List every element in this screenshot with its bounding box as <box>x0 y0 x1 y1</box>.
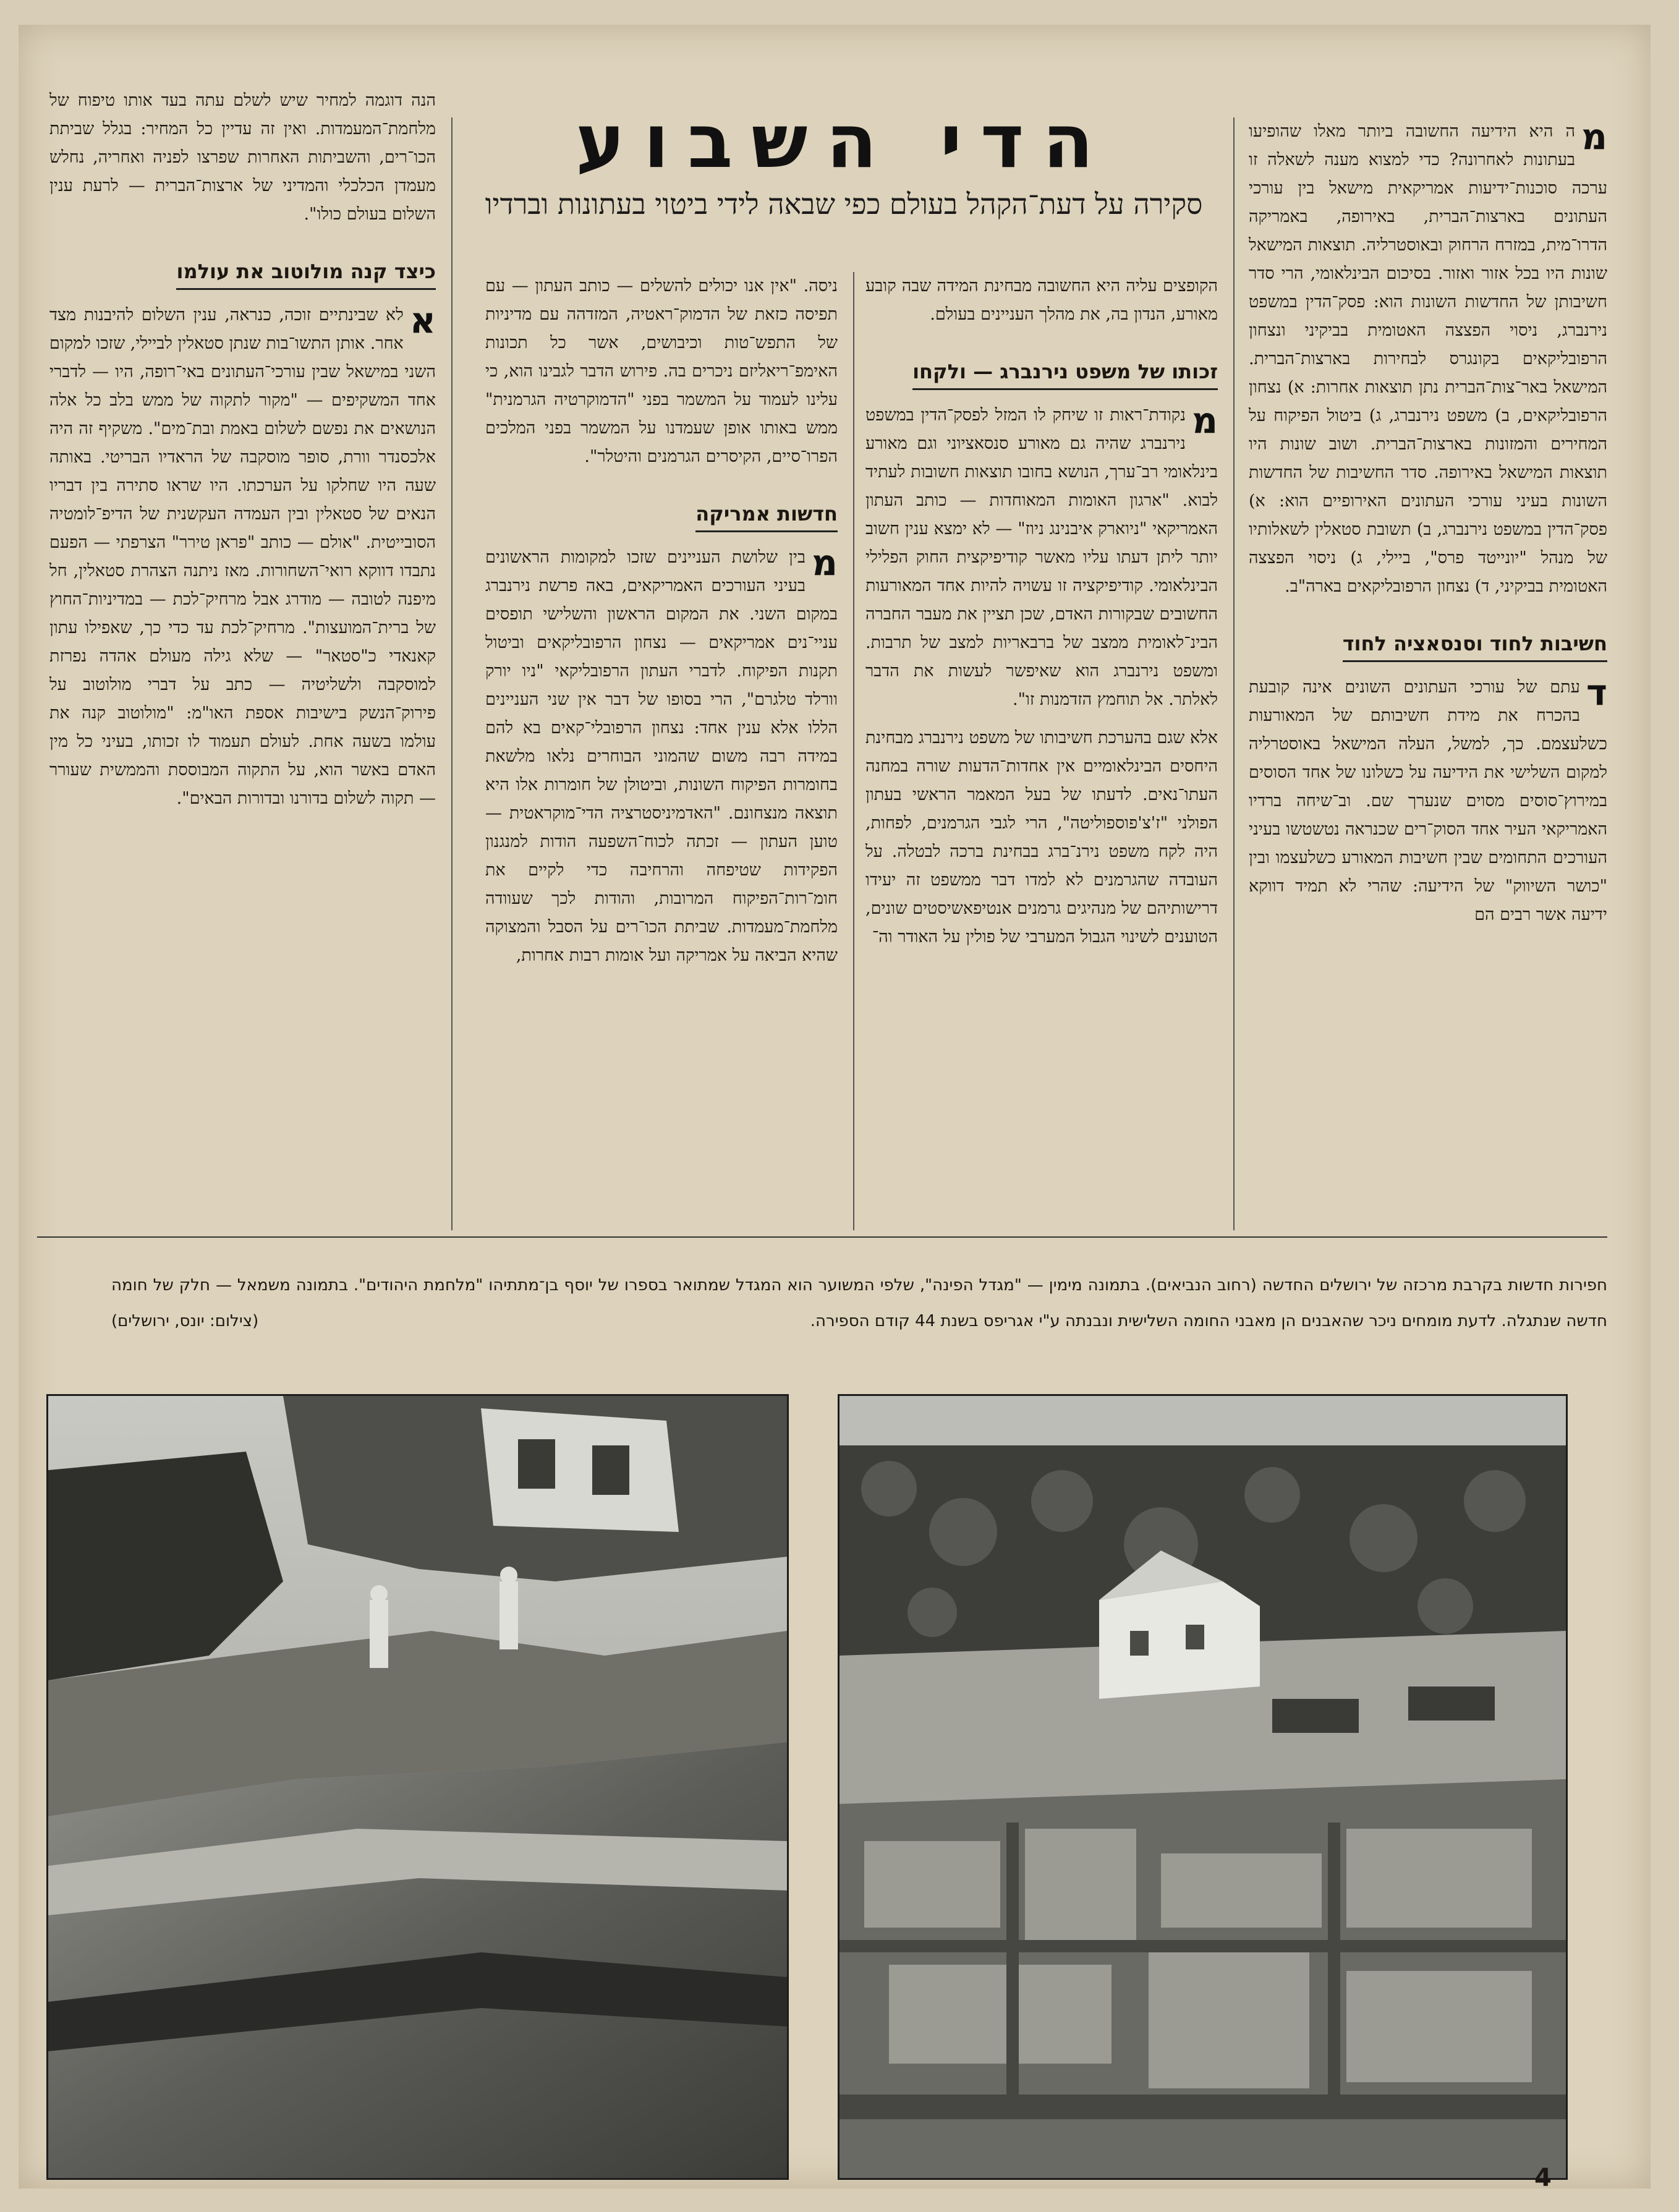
page-number: 4 <box>1534 2164 1552 2192</box>
column-left <box>49 87 436 823</box>
column-divider <box>1233 117 1235 1230</box>
page-subtitle: סקירה על דעת־הקהל בעולם כפי שבאה לידי ביטוי בעתונות וברדיו <box>485 187 1203 221</box>
dropcap: מ <box>1192 399 1218 441</box>
section-heading: זכותו של משפט נירנברג — ולקחו <box>912 357 1218 390</box>
magazine-page <box>19 25 1651 2192</box>
paragraph: לא שבינתיים זוכה, כנראה, ענין השלום להיבנות מצד אחר. אותן התשו־בות שנתן סטאלין לביילי, שזכו למקום השני במישאל שבין עורכי־העתונים באי־רופה, היו — לדברי אחד המשקיפים — "מקור לתקוה של ממש בלב כל אלה הנושאים את נפשם לשלום באמת ובת־מים". משקיף זה היה אלכסנדר וורת, סופר מוסקבה של הראדיו הבריטי. באותה שעה היו שחלקו על הערכתו. היו שראו סתירה בין דבריו הנאים של סטאלין ובין העמדה העקשנית של הדיפ־לומטיה הסובייטית. "אולם — כותב "פראן טירר" הצרפתי — הפעם נתבדו דווקא רואי־השחורות. מאז ניתנה הצהרת סטאלין, חל מיפנה לטובה — מודרג אבל מרחיק־לכת — במדיניות־החוץ של ברית־המועצות". מרחיק־לכת עד כדי כך, שאפילו עתון קאנאדי כ"סטאר" — שלא גילה מעולם אהדה נפרזת למוסקבה ולשליטיה — כתב על דברי מולוטוב על פירוק־הנשק בישיבות אספת האו"מ: "מולוטוב קנה את עולמו בשעה אחת. לעולם תעמוד לו זכותו, בעיני כל מין האדם באשר הוא, על התקוה המבוססת והממשית שעורר — תקוה לשלום בדורנו ובדורות הבאים". <box>49 305 436 808</box>
caption-text: חפירות חדשות בקרבת מרכזה של ירושלים החדשה (רחוב הנביאים). בתמונה מימין — "מגדל הפינה", שלפי המשוער הוא המגדל שמתואר בספרו של יוסף בן־מתתיהו "מלחמת היהודים". בתמונה משמאל — חלק של חומה חדשה שנתגלה. לדעת מומחים ניכר שהאבנים הן מאבני החומה השלישית ונבנתה ע"י אגריפס בשנת 44 קודם הספירה. <box>111 1276 1607 1330</box>
paragraph: ניסה. "אין אנו יכולים להשלים — כותב העתון — עם תפיסה כזאת של הדמוק־ראטיה, המזדהה עם מדיניות של התפש־טות וכיבושים, אשר כל תכונות האימפ־ריאליזם ניכרים בה. פירוש הדבר לגבינו הוא, כי עלינו לעמוד על המשמר בפני "הדמוקרטיה הגרמנית" ממש באותו אופן שעמדנו על המשמר בפני המלכים הפרו־סיים, הקיסרים הגרמנים והיטלר". <box>485 276 838 466</box>
dropcap: מ <box>1581 116 1607 158</box>
photo-right-image <box>840 1396 1566 2178</box>
paragraph: הקופצים עליה היא החשובה מבחינת המידה שבה קובע מאורע, הנדון בה, את מהלך העניינים בעולם. <box>865 276 1218 324</box>
paragraph: הנה דוגמה למחיר שיש לשלם עתה בעד אותו טיפוח של מלחמת־המעמדות. ואין זה עדיין כל המחיר: בגלל שביתת הכו־רים, והשביתות האחרות שפרצו לפניה ואחריה, נחלש מעמדן הכלכלי והמדיני של ארצות־הברית — לרעת ענין השלום בעולם כולו". <box>49 91 436 224</box>
paragraph: בין שלושת העניינים שזכו למקומות הראשונים בעיני העורכים האמריקאים, באה פרשת נירנברג במקום השני. את המקום הראשון והשלישי תופסים עניי־נים אמריקאים — נצחון הרפובליקאים וביטול תקנות הפיקוח. לדברי העתון הרפובליקאי "ניו יורק וורלד טלגרם", הרי בסופו של דבר אין שני העניינים הללו אלא ענין אחד: נצחון הרפובלי־קאים בא להם במידה רבה משום שהמוני הבוחרים נלאו מלשאת בחומרות הפיקוח השונות, וביטולן של חומרות אלו היא תוצאה מנצחונם. "האדמיניסטרציה הדי־מוקראטית — טוען העתון — זכתה לכוח־השפעה הודות למנגנון הפקידות שטיפחה והרחיבה כדי לקיים את חומ־רות־הפיקוח המרובות, והודות לכך שעוודה מלחמת־מעמדות. שביתת הכו־רים על הסבל והמצוקה שהיא הביאה על אמריקה ועל אומות רבות אחרות, <box>485 548 838 965</box>
masthead <box>451 99 1236 222</box>
photo-credit: (צילום: יונס, ירושלים) <box>111 1312 259 1330</box>
column-middle-left <box>485 272 838 980</box>
paragraph: נקודת־ראות זו שיחק לו המזל לפסק־הדין במשפט נירנברג שהיה גם מאורע סנסאציוני וגם מאורע בינלאומי רב־ערך, הנושא בחובו תוצאות חשובות לעתיד לבוא. "ארגון האומות המאוחדות — כותב העתון האמריקאי "ניוארק איבנינג ניוז" — לא ימצא ענין חשוב יותר ליתן דעתו עליו מאשר קודיפיקצית החוק הפלילי הבינלאומי. קודיפיקציה זו עשויה להיות אחד המאורעות החשובים שבקורות האדם, שכן תציין את מעבר החברה הבינ־לאומית ממצב של ברבאריות למצב של תרבות. ומשפט נירנברג הוא שאיפשר לעשות את הדבר לאלתר. אל תוחמץ הזדמנות זו". <box>865 406 1218 709</box>
column-divider <box>853 272 854 1230</box>
page-title: הדי השבוע <box>576 99 1112 185</box>
paragraph: ה היא הידיעה החשובה ביותר מאלו שהופיעו בעתונות לאחרונה? כדי למצוא מענה לשאלה זו ערכה סוכנות־ידיעות אמריקאית מישאל בין עורכי העתונים בארצות־הברית, באירופה, באמריקה הדרו־מית, במזרח הרחוק ובאוסטרליה. תוצאות המישאל שונות היו בכל אזור ואזור. בסיכום הבינלאומי, הרי סדר חשיבותן של החדשות השונות הוא: פסק־הדין במשפט נירנברג, ניסוי הפצצה האטומית בביקיני ונצחון הרפובליקאים בקונגרס לבחירות בארצות־הברית. המישאל באר־צות־הברית נתן תוצאות אחרות: א) נצחון הרפובליקאים, ב) משפט נירנברג, ג) ביטול הפיקוח על המחירים והמזונות בארצות־הברית. ושוב שונות היו תוצאות המישאל באירופה. סדר החשיבות של החדשות השונות בעיני עורכי העתונים האירופיים הוא: א) פסק־הדין במשפט נירנברג, ב) תשובת סטאלין לשאלותיו של מנהל "יונייטד פרס", ביילי, ג) ניסוי הפצצה האטומית בביקיני, ד) נצחון הרפובליקאים בארה"ב. <box>1249 122 1607 596</box>
dropcap: מ <box>812 542 838 584</box>
column-divider <box>451 117 453 1230</box>
photo-left-excavation-wall <box>46 1394 789 2180</box>
dropcap: ד <box>1586 671 1607 713</box>
dropcap: א <box>409 299 436 341</box>
paragraph: עתם של עורכי העתונים השונים אינה קובעת בהכרח את מידת חשיבותם של המאורעות כשלעצמם. כך, למשל, העלה המישאל באוסטרליה למקום השלישי את הידיעה על כשלונו של אחד הסוסים במירוץ־סוסים מסוים שנערך שם. וב־שיחה ברדיו האמריקאי העיר אחד הסוק־רים שכנראה נטשטשו בעיני העורכים התחומים שבין חשיבות המאורע כשלעצמו ובין "כושר השיווק" של הידיעה: שהרי לא תמיד דווקא ידיעה אשר רבים הם <box>1249 678 1607 924</box>
section-heading: כיצד קנה מולוטוב את עולמו <box>176 257 436 290</box>
photo-left-image <box>48 1396 787 2178</box>
photo-right-corner-tower <box>838 1394 1568 2180</box>
section-divider <box>37 1236 1607 1238</box>
section-heading: חדשות אמריקה <box>695 500 838 532</box>
paragraph: אלא שגם בהערכת חשיבותו של משפט נירנברג מבחינת היחסים הבינלאומיים אין אחדות־הדעות שורה במחנה העתו־נאים. לדעתו של בעל המאמר הראשי בעתון הפולני "ז'צ'פוספוליטה", הרי לגבי הגרמנים, לפחות, היה לקח משפט נירנ־ברג בבחינת ברכה לבטלה. על העובדה שהגרמנים לא למדו דבר ממשפט זה יעידו דרישותיהם של מנהיגים גרמנים אנטיפאשיסטים שונים, הטוענים לשינוי הגבול המערבי של פולין על האודר וה־ <box>865 728 1218 946</box>
column-right <box>1249 117 1607 939</box>
section-heading: חשיבות לחוד וסנסאציה לחוד <box>1343 629 1607 662</box>
photo-caption <box>111 1267 1607 1339</box>
column-middle-right <box>865 272 1218 961</box>
